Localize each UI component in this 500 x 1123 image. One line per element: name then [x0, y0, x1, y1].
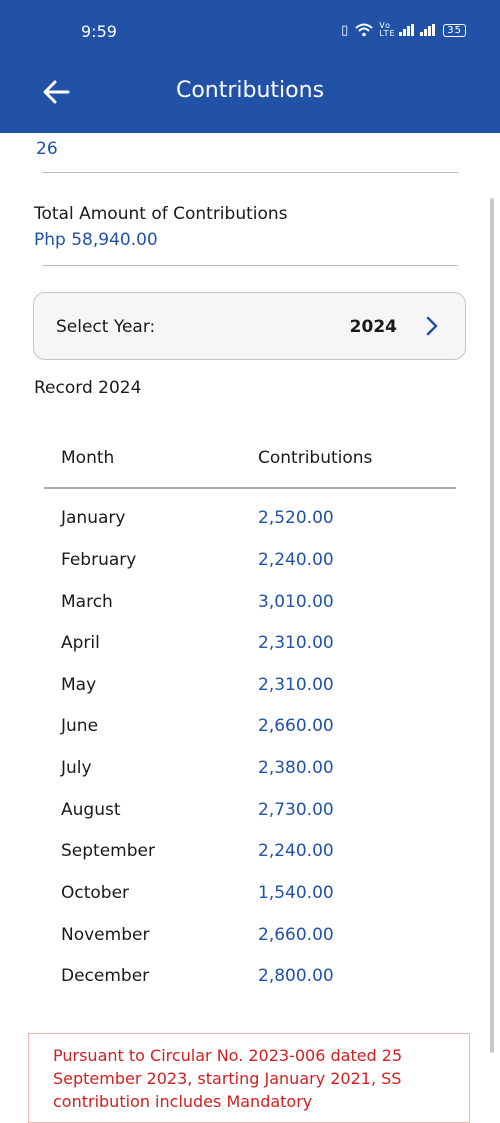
table-row-value: 2,310.00: [258, 675, 334, 695]
table-row-month: October: [61, 883, 130, 903]
wifi-icon: [355, 23, 373, 37]
table-row-month: July: [61, 758, 92, 778]
table-row-month: May: [61, 675, 97, 695]
table-row-value: 2,730.00: [258, 800, 334, 820]
table-row-month: February: [61, 550, 137, 570]
page-title: Contributions: [175, 78, 325, 103]
table-row-month: March: [61, 592, 113, 612]
record-title: Record 2024: [34, 378, 142, 398]
total-contributions-label: Total Amount of Contributions: [34, 204, 288, 224]
table-row-value: 2,660.00: [258, 716, 334, 736]
table-row-month: April: [61, 633, 100, 653]
signal-2-icon: [420, 24, 435, 36]
chevron-right-icon: [425, 315, 439, 337]
notice-box: [28, 1033, 470, 1123]
scrollbar[interactable]: [490, 198, 494, 1053]
network-label: Vo LTE: [379, 21, 396, 38]
signal-1-icon: [399, 24, 414, 36]
partial-value: 26: [36, 139, 58, 159]
notice-text: Pursuant to Circular No. 2023-006 dated 25 September 2023, starting January 2021, SS contribution includes Mandatory: [53, 1046, 403, 1111]
table-row-value: 1,540.00: [258, 883, 334, 903]
table-row-month: June: [61, 716, 99, 736]
column-header-month: Month: [61, 448, 115, 468]
battery-icon: 35: [443, 24, 466, 37]
column-header-contributions: Contributions: [258, 448, 373, 468]
table-row-month: August: [61, 800, 121, 820]
table-row-month: September: [61, 841, 155, 861]
table-row-value: 2,660.00: [258, 925, 334, 945]
vibrate-icon: ▯: [341, 22, 350, 38]
table-header-divider: [44, 487, 456, 489]
year-selector-label: Select Year:: [56, 317, 156, 337]
total-contributions-value: Php 58,940.00: [34, 230, 158, 250]
table-row-value: 3,010.00: [258, 592, 334, 612]
divider: [42, 265, 458, 266]
status-time: 9:59: [81, 22, 117, 41]
table-row-value: 2,380.00: [258, 758, 334, 778]
table-row-month: November: [61, 925, 150, 945]
table-row-month: January: [61, 508, 126, 528]
divider: [42, 172, 458, 173]
year-selector[interactable]: [33, 292, 466, 360]
year-selector-value: 2024: [349, 317, 397, 337]
table-row-value: 2,240.00: [258, 841, 334, 861]
table-row-value: 2,800.00: [258, 966, 334, 986]
table-row-month: December: [61, 966, 150, 986]
table-row-value: 2,240.00: [258, 550, 334, 570]
status-icons: [341, 22, 466, 38]
table-row-value: 2,520.00: [258, 508, 334, 528]
app-header: [0, 0, 500, 133]
table-row-value: 2,310.00: [258, 633, 334, 653]
